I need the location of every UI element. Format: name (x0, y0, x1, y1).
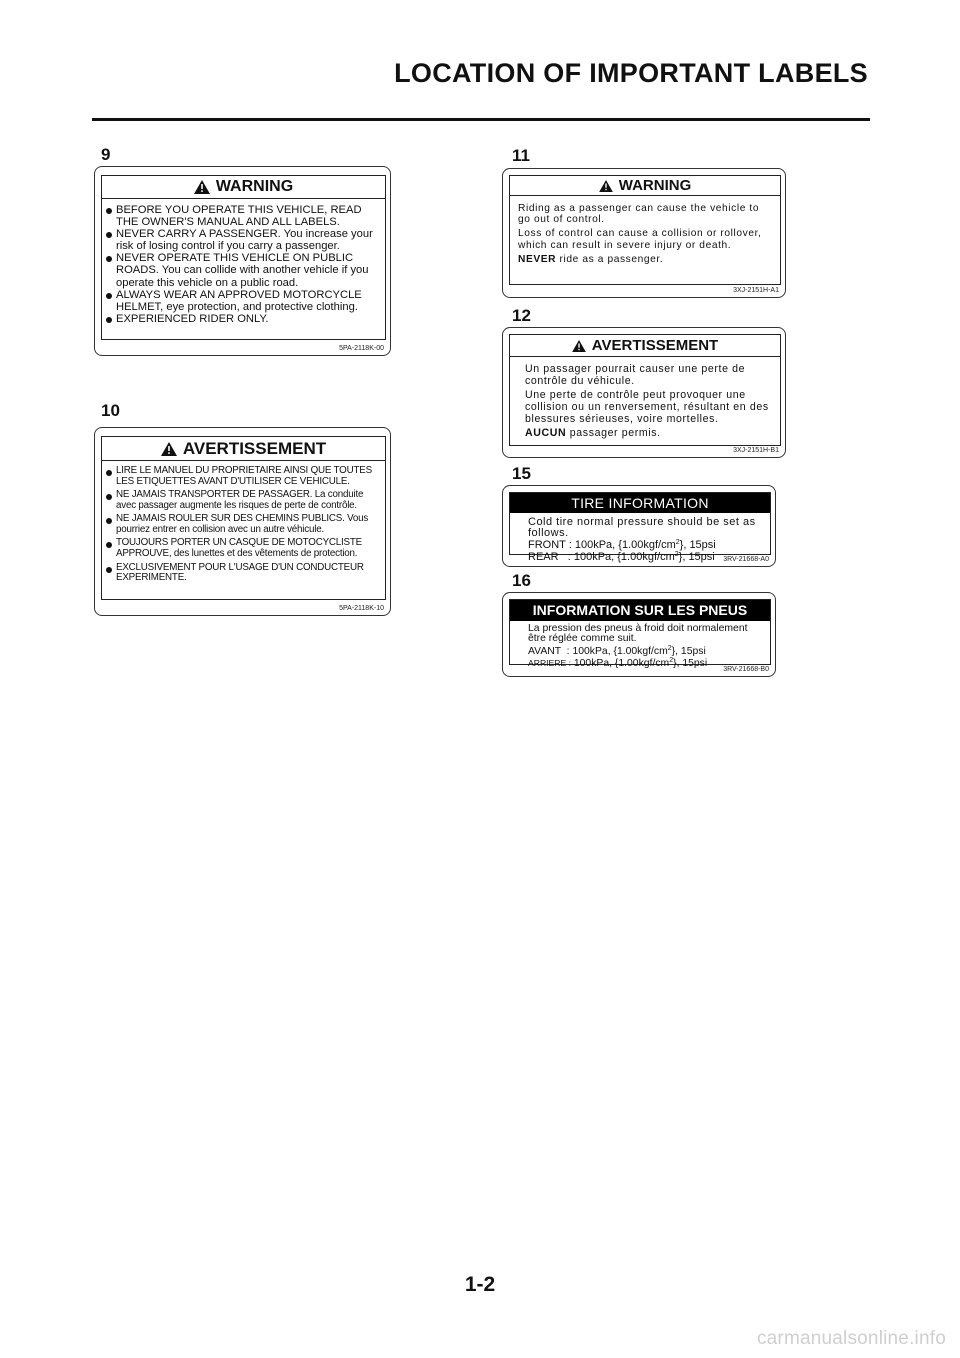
label-16-part-number: 3RV-21668-B0 (723, 666, 769, 673)
label-10-frame (101, 436, 386, 600)
label-15-part-number: 3RV-21668-A0 (723, 556, 769, 563)
label-12-frame (509, 334, 781, 446)
label-11-paragraph: Riding as a passenger can cause the vehicle to go out of control. (518, 203, 760, 226)
list-item: LIRE LE MANUEL DU PROPRIETAIRE AINSI QUE TOUTES LES ETIQUETTES AVANT D'UTILISER CE VEHICULE. (105, 466, 383, 487)
label-15-rear-tail: }, 15psi (678, 551, 715, 563)
label-15-number: 15 (512, 464, 531, 483)
label-9-header-text: WARNING (215, 178, 294, 195)
label-11-header-text: WARNING (618, 177, 692, 194)
label-12-paragraph (525, 428, 774, 440)
label-11-paragraph (518, 254, 774, 265)
list-item: ALWAYS WEAR AN APPROVED MOTORCYCLE HELMET, eye protection, and protective clothing. (105, 289, 383, 313)
label-10-part-number: 5PA-2118K-10 (339, 605, 384, 612)
list-item: BEFORE YOU OPERATE THIS VEHICLE, READ THE OWNER'S MANUAL AND ALL LABELS. (105, 204, 383, 228)
label-12-aucun-rest: passager permis. (566, 427, 661, 440)
label-12-aucun: AUCUN (525, 427, 567, 440)
list-item: NEVER CARRY A PASSENGER. You increase your risk of losing control if you carry a passenger. (105, 228, 383, 252)
label-16-front (528, 645, 764, 657)
label-11-warning (502, 168, 786, 298)
label-12-paragraph: Une perte de contrôle peut provoquer une collision ou un renversement, résultant en des blessures sérieuses, voire mortelles. (525, 389, 769, 425)
label-9-frame (101, 175, 386, 340)
warning-triangle-icon (599, 180, 613, 192)
list-item: NE JAMAIS TRANSPORTER DE PASSAGER. La conduite avec passager augmente les risques de perte de contrôle. (105, 490, 383, 511)
label-15-rear-sup: 2 (674, 551, 679, 558)
label-10-avertissement (94, 427, 391, 616)
label-16-line: La pression des pneus à froid doit normalement être réglée comme suit. (528, 623, 748, 645)
list-item: NEVER OPERATE THIS VEHICLE ON PUBLIC ROADS. You can collide with another vehicle if you operate this vehicle on a public road. (105, 252, 383, 288)
header-rule (92, 118, 870, 121)
label-15-rear-text: REAR : 100kPa, {1.00kgf/cm (528, 551, 675, 563)
label-11-paragraph: Loss of control can cause a collision or rollover, which can result in severe injury or death. (518, 228, 762, 251)
label-15-tire-info (502, 485, 776, 567)
label-9-part-number: 5PA-2118K-00 (339, 345, 384, 352)
label-16-rear-prefix: ARRIERE : (528, 658, 571, 669)
label-11-frame (509, 175, 781, 285)
label-11-part-number: 3XJ-2151H-A1 (733, 287, 779, 294)
label-9-header (102, 176, 385, 199)
label-16-front-sup: 2 (667, 644, 672, 652)
label-15-front-sup: 2 (675, 539, 680, 546)
label-15-line: Cold tire normal pressure should be set as follows. (528, 516, 756, 539)
label-12-header (510, 335, 780, 357)
page-number: 1-2 (464, 1273, 496, 1296)
label-9-number: 9 (101, 145, 111, 164)
label-15-front-tail: }, 15psi (679, 539, 716, 551)
watermark: carmanualsonline.info (756, 1328, 946, 1349)
label-12-number: 12 (512, 306, 531, 325)
label-16-body (528, 624, 764, 670)
label-12-avertissement (502, 327, 786, 458)
label-9-list (105, 204, 383, 325)
label-16-front-tail: }, 15psi (671, 645, 706, 657)
label-12-part-number: 3XJ-2151H-B1 (733, 447, 779, 454)
warning-triangle-icon (161, 442, 177, 456)
label-15-front-text: FRONT : 100kPa, {1.00kgf/cm (528, 539, 676, 551)
label-15-header: TIRE INFORMATION (510, 493, 770, 513)
label-11-header (510, 176, 780, 196)
warning-triangle-icon (194, 180, 210, 194)
label-16-number: 16 (512, 571, 531, 590)
label-16-tire-info (502, 592, 776, 677)
label-16-rear-text: 100kPa, {1.00kgf/cm (570, 658, 670, 670)
label-16-rear-tail: }, 15psi (673, 658, 708, 670)
list-item: EXCLUSIVEMENT POUR L'USAGE D'UN CONDUCTEUR EXPERIMENTE. (105, 563, 383, 584)
label-10-number: 10 (101, 401, 120, 420)
label-10-header-text: AVERTISSEMENT (182, 438, 327, 458)
label-11-body (518, 203, 774, 265)
list-item: EXPERIENCED RIDER ONLY. (105, 313, 383, 325)
label-12-paragraph: Un passager pourrait causer une perte de contrôle du véhicule. (525, 363, 746, 387)
label-11-never: NEVER (518, 253, 557, 265)
label-15-front (528, 539, 764, 551)
list-item: TOUJOURS PORTER UN CASQUE DE MOTOCYCLISTE APPROUVE, des lunettes et des vêtements de protection. (105, 538, 383, 559)
page-title: LOCATION OF IMPORTANT LABELS (394, 58, 868, 88)
label-10-list (105, 466, 383, 584)
label-11-never-rest: ride as a passenger. (556, 253, 664, 265)
label-12-body (525, 364, 774, 440)
warning-triangle-icon (572, 340, 586, 352)
label-12-header-text: AVERTISSEMENT (591, 337, 719, 354)
label-9-warning (94, 166, 391, 356)
label-16-rear-sup: 2 (669, 657, 674, 665)
label-11-number: 11 (512, 146, 530, 165)
list-item: NE JAMAIS ROULER SUR DES CHEMINS PUBLICS. Vous pourriez entrer en collision avec un autre véhicule. (105, 514, 383, 535)
label-10-header (102, 437, 385, 461)
label-16-front-text: AVANT : 100kPa, {1.00kgf/cm (528, 645, 668, 657)
label-16-header: INFORMATION SUR LES PNEUS (510, 600, 770, 621)
